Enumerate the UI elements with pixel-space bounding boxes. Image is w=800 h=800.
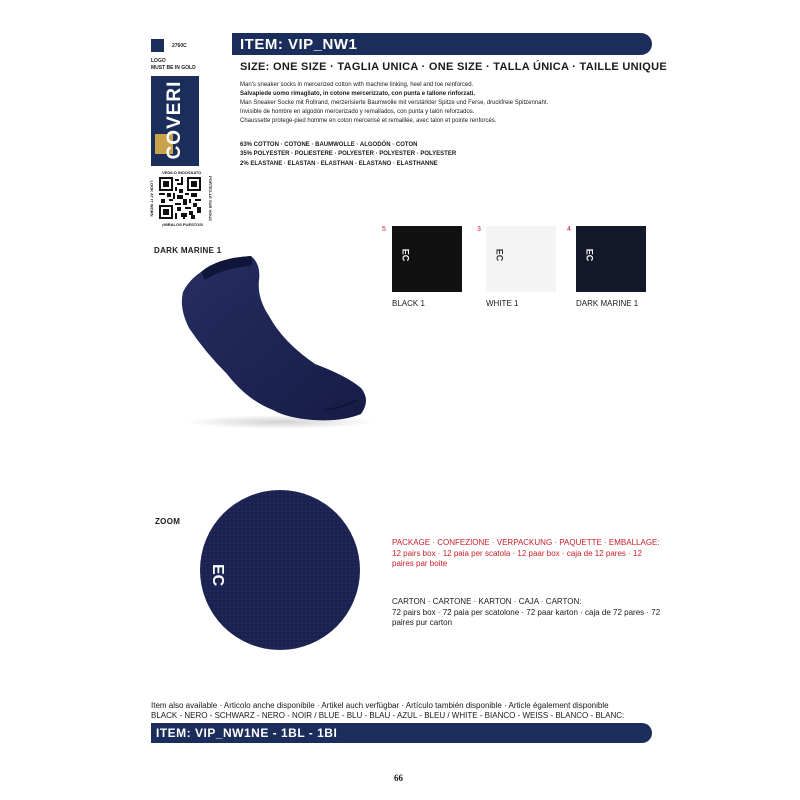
color-swatch-dark-marine[interactable] (576, 226, 646, 292)
composition-elastane: 2% ELASTANE · ELASTAN · ELASTHAN · ELASTANO · ELASTHANNE (240, 160, 438, 167)
pantone-code: 2760C (172, 43, 187, 49)
main-color-label: DARK MARINE 1 (154, 246, 222, 255)
brand-mark: EC (400, 248, 411, 262)
description-en: Man's sneaker socks in mercerized cotton with machine linking, heel and toe reinforced. (240, 82, 474, 88)
carton-title: CARTON · CARTONE · KARTON · CAJA · CARTON: (392, 597, 582, 606)
logo-note-line-2: MUST BE IN GOLD (151, 65, 196, 71)
package-text: 12 pairs box · 12 paia per scatola · 12 paar box · caja de 12 pares · 12 paires par boite (392, 548, 642, 568)
description-fr: Chaussette protege-pied homme en coton mercerisé et remaillée, avec talon et pointe renforcés. (240, 118, 497, 124)
description-de: Man Sneaker Socke mit Rollrand, merzerisierte Baumwolle mit verstärkter Spitze und Ferse, druckfreie Spitzennaht. (240, 100, 549, 106)
zoom-brand-mark: EC (209, 564, 226, 587)
package-info (392, 538, 662, 570)
availability-line-1: Item also available · Articolo anche disponibile · Artikel auch verfügbar · Artículo también disponible · Article également disponible (151, 701, 609, 710)
composition (240, 141, 456, 169)
zoom-image (185, 490, 375, 650)
qr-caption-bottom: ¡MIRALOS PUESTOS! (162, 222, 204, 227)
qr-caption-top: VEDILO INDOSSATO (162, 170, 202, 175)
logo-note-line-1: LOGO (151, 58, 166, 64)
carton-text: 72 pairs box · 72 paia per scatolone · 72 paar karton · caja de 72 pares · 72 paires pur carton (392, 607, 661, 627)
brand-mark: EC (584, 248, 595, 262)
color-label-black: BLACK 1 (392, 299, 425, 308)
description (240, 81, 660, 126)
description-es: Invisible de hombre en algodón mercerizado y remallados, con punta y talón reforzados. (240, 109, 475, 115)
zoom-label: ZOOM (155, 517, 181, 526)
item-title: ITEM: VIP_NW1 (240, 35, 358, 53)
color-number-dark-marine: 4 (567, 226, 571, 233)
alt-item-bar (151, 723, 652, 743)
carton-info (392, 597, 662, 629)
composition-cotton: 63% COTTON · COTONE · BAUMWOLLE · ALGODÓN · COTON (240, 142, 418, 148)
qr-block (148, 170, 214, 230)
availability (151, 701, 661, 721)
brand-mark: EC (494, 248, 505, 262)
color-swatch-white[interactable] (486, 226, 556, 292)
color-label-dark-marine: DARK MARINE 1 (576, 299, 639, 308)
size-line: SIZE: ONE SIZE · TAGLIA UNICA · ONE SIZE · TALLA ÚNICA · TAILLE UNIQUE (240, 61, 667, 73)
brand-logo (151, 76, 199, 166)
color-number-white: 3 (477, 226, 481, 233)
page-number: 66 (394, 773, 403, 783)
package-title: PACKAGE · CONFEZIONE · VERPACKUNG · PAQUETTE · EMBALLAGE: (392, 538, 660, 547)
alt-item-title: ITEM: VIP_NW1NE - 1BL - 1BI (156, 726, 338, 740)
composition-polyester: 35% POLYESTER · POLIESTERE · POLYESTER · POLYESTER · POLYESTER (240, 151, 457, 158)
description-it: Salvapiede uomo rimagliato, in cotone mercerizzato, con punta e tallone rinforzati. (240, 91, 476, 97)
color-label-white: WHITE 1 (486, 299, 519, 308)
logo-text: COVERI (164, 80, 185, 160)
qr-caption-right: PORTEZ-LE SUR VOUS (207, 176, 213, 221)
qr-caption-left: LOOK AT IT WORN (149, 180, 155, 217)
sock-image (165, 250, 380, 435)
item-title-bar (232, 33, 652, 55)
color-number-black: 5 (382, 226, 386, 233)
qr-code-icon[interactable] (159, 177, 201, 219)
logo-note (151, 58, 211, 72)
availability-line-2: BLACK - NERO - SCHWARZ - NERO - NOIR / BLUE - BLU - BLAU - AZUL - BLEU / WHITE - BIANCO - WEISS - BLANCO - BLANC: (151, 711, 625, 720)
pantone-swatch (151, 39, 164, 52)
color-swatch-black[interactable] (392, 226, 462, 292)
